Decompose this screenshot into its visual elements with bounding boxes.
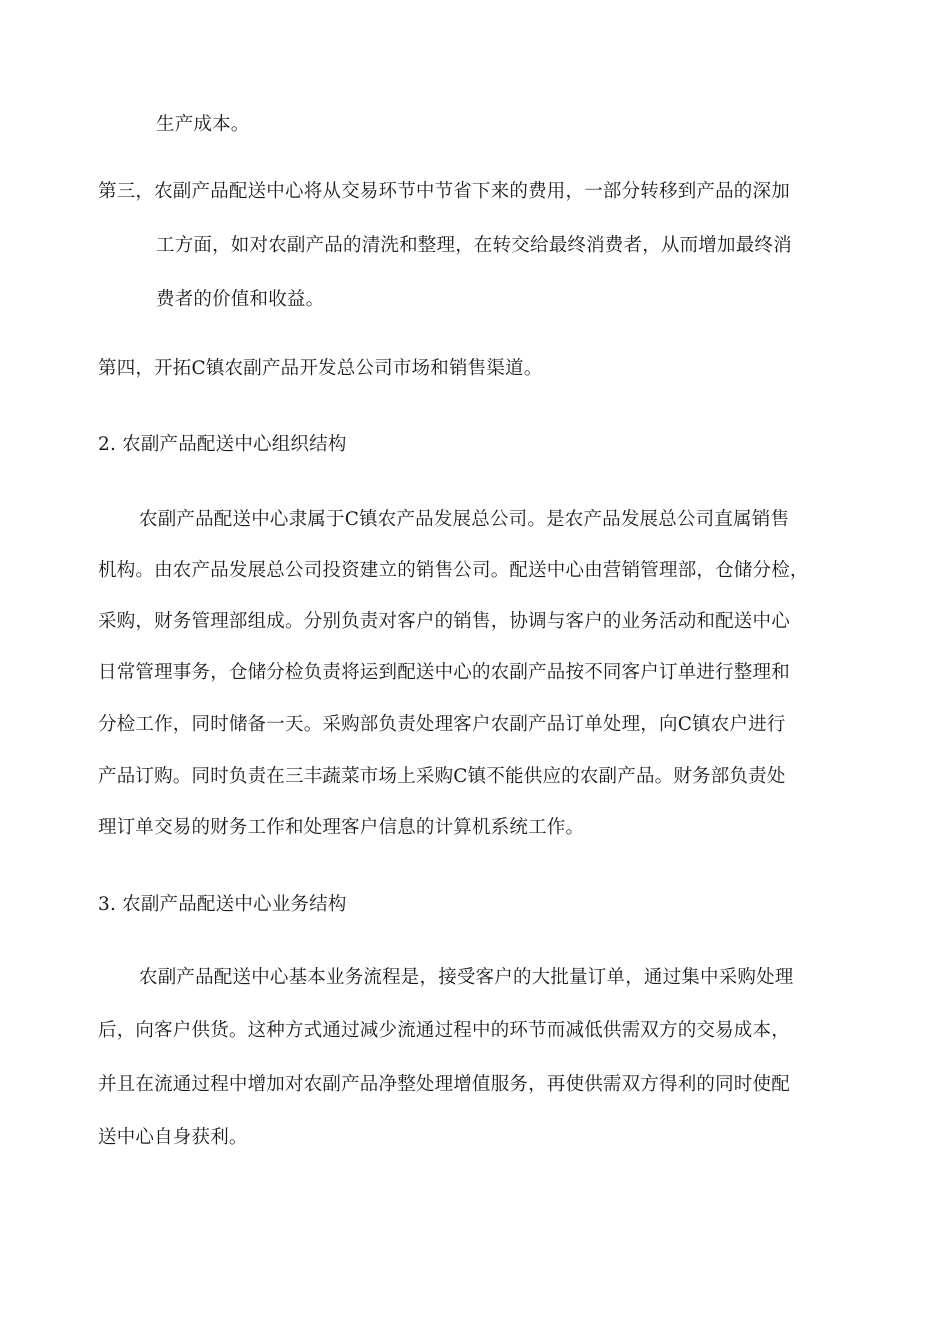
paragraph-org-line-7: 理订单交易的财务工作和处理客户信息的计算机系统工作。 xyxy=(98,817,585,838)
paragraph-org-line-4: 日常管理事务，仓储分检负责将运到配送中心的农副产品按不同客户订单进行整理和 xyxy=(98,662,790,683)
paragraph-org-line-3: 采购，财务管理部组成。分别负责对客户的销售，协调与客户的业务活动和配送中心 xyxy=(98,611,790,632)
paragraph-business-line-1: 农副产品配送中心基本业务流程是，接受客户的大批量订单，通过集中采购处理 xyxy=(139,967,794,988)
text-line-point-four: 第四，开拓C镇农副产品开发总公司市场和销售渠道。 xyxy=(98,358,543,379)
paragraph-business-line-2: 后，向客户供货。这种方式通过减少流通过程中的环节而减低供需双方的交易成本， xyxy=(98,1020,790,1041)
section-heading-3: 3. 农副产品配送中心业务结构 xyxy=(98,894,347,915)
paragraph-org-line-6: 产品订购。同时负责在三丰蔬菜市场上采购C镇不能供应的农副产品。财务部负责处 xyxy=(98,766,786,787)
text-line-point-three-2: 工方面，如对农副产品的清洗和整理，在转交给最终消费者，从而增加最终消 xyxy=(156,235,792,256)
section-heading-2: 2. 农副产品配送中心组织结构 xyxy=(98,434,347,455)
text-line-point-three-3: 费者的价值和收益。 xyxy=(156,289,325,310)
text-line-point-three-1: 第三，农副产品配送中心将从交易环节中节省下来的费用，一部分转移到产品的深加 xyxy=(98,181,790,202)
paragraph-business-line-3: 并且在流通过程中增加对农副产品净整处理增值服务，再使供需双方得利的同时使配 xyxy=(98,1074,790,1095)
text-line-continuation: 生产成本。 xyxy=(156,114,250,135)
paragraph-business-line-4: 送中心自身获利。 xyxy=(98,1127,248,1148)
paragraph-org-line-5: 分检工作，同时储备一天。采购部负责处理客户农副产品订单处理，向C镇农户进行 xyxy=(98,714,786,735)
paragraph-org-line-2: 机构。由农产品发展总公司投资建立的销售公司。配送中心由营销管理部，仓储分检， xyxy=(98,560,809,581)
paragraph-org-line-1: 农副产品配送中心隶属于C镇农产品发展总公司。是农产品发展总公司直属销售 xyxy=(139,509,790,530)
